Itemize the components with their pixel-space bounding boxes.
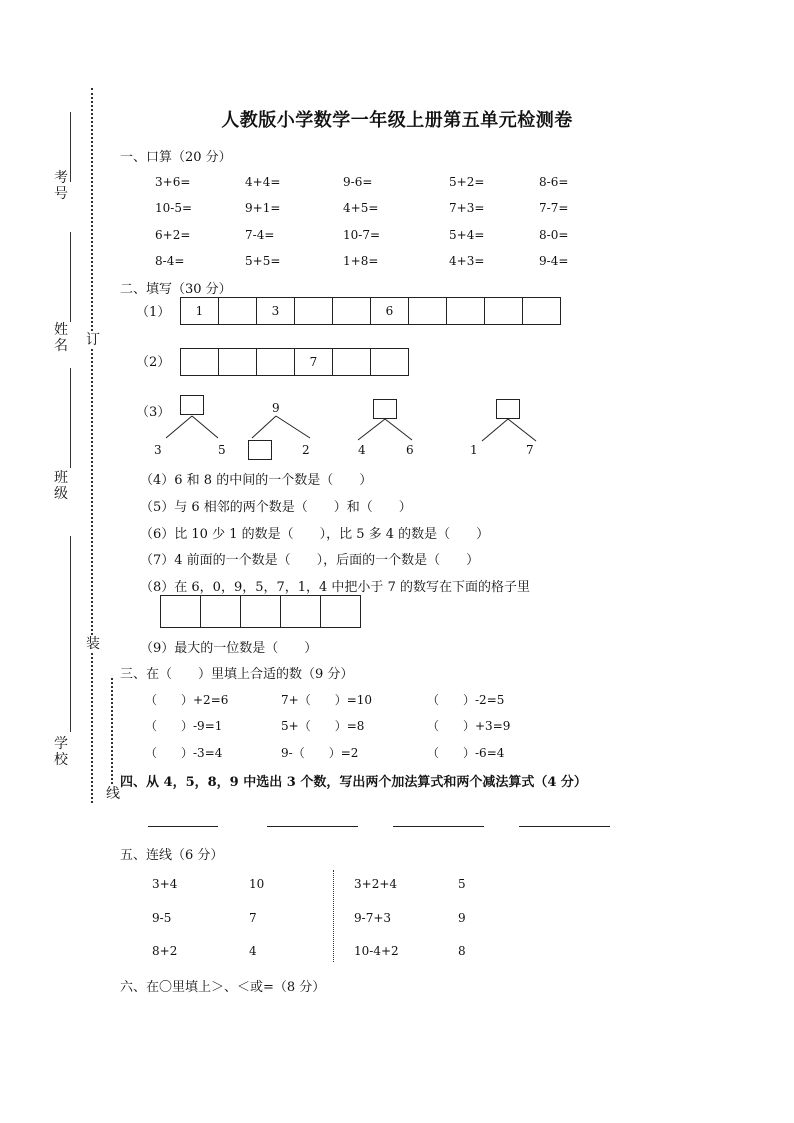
label-school: 学 校 [54,736,68,768]
cut-mark-xian: 线 [106,786,120,802]
matching-divider [333,870,334,962]
match-expression[interactable]: 9-7+3 [354,911,392,925]
tree4-right-branch [508,419,536,441]
tree3-top-box[interactable] [373,399,397,419]
section1-heading: 一、口算（20 分） [120,150,232,165]
tree3-left-branch [358,419,385,440]
answer-box[interactable] [281,595,321,628]
mental-math-item: 4+5= [343,201,379,215]
tree4-top-box[interactable] [496,399,520,419]
tree3-left-value: 4 [358,443,366,457]
mental-math-item: 7+3= [449,201,485,215]
answer-grid-q8 [160,595,361,628]
answer-box[interactable] [321,595,361,628]
answer-box[interactable] [241,595,281,628]
q4-text: （4）6 和 8 的中间的一个数是（ ） [140,473,373,488]
mental-math-item: 9-6= [343,175,373,189]
q3-label: （3） [136,405,171,420]
fill-in-item: 5+（ ）=8 [281,719,365,733]
fill-in-item: （ ）+2=6 [145,693,229,707]
match-expression[interactable]: 8+2 [152,944,178,958]
sequence-box[interactable]: 3 [257,297,295,325]
mental-math-item: 4+4= [245,175,281,189]
q7-text: （7）4 前面的一个数是（ ），后面的一个数是（ ） [140,553,480,568]
tree2-right-branch [276,416,310,438]
tree2-top-value: 9 [272,401,280,415]
label-name: 姓 名 [54,322,68,354]
mental-math-item: 9+1= [245,201,281,215]
mental-math-item: 8-0= [539,228,569,242]
q8-text: （8）在 6，0，9，5，7，1，4 中把小于 7 的数写在下面的格子里 [140,580,530,595]
match-expression[interactable]: 3+2+4 [354,877,398,891]
section6-heading: 六、在〇里填上＞、＜或=（8 分） [120,980,326,995]
match-answer[interactable]: 9 [458,911,466,925]
q9-text: （9）最大的一位数是（ ） [140,641,318,656]
fill-in-item: （ ）-3=4 [145,746,223,760]
mental-math-item: 1+8= [343,254,379,268]
fill-in-item: 9-（ ）=2 [281,746,359,760]
tree2-left-branch [252,416,276,438]
tree2-right-value: 2 [302,443,310,457]
sequence-box[interactable]: 1 [181,297,219,325]
match-expression[interactable]: 10-4+2 [354,944,399,958]
section5-heading: 五、连线（6 分） [120,848,224,863]
tree4-left-branch [482,419,508,441]
fill-in-item: （ ）+3=9 [427,719,511,733]
mental-math-item: 9-4= [539,254,569,268]
mental-math-item: 4+3= [449,254,485,268]
mental-math-item: 10-7= [343,228,381,242]
tree1-top-box[interactable] [180,395,204,415]
tree4-right-value: 7 [526,443,534,457]
page-title: 人教版小学数学一年级上册第五单元检测卷 [221,110,573,131]
tree1-right-branch [192,416,218,438]
cut-mark-ding: 订 [86,332,100,348]
fill-in-item: 7+（ ）=10 [281,693,373,707]
match-answer[interactable]: 4 [249,944,257,958]
answer-box[interactable] [161,595,201,628]
answer-line-4[interactable] [519,826,610,827]
q5-text: （5）与 6 相邻的两个数是（ ）和（ ） [140,500,412,515]
match-expression[interactable]: 9-5 [152,911,172,925]
match-answer[interactable]: 8 [458,944,466,958]
q6-text: （6）比 10 少 1 的数是（ ），比 5 多 4 的数是（ ） [140,527,490,542]
mental-math-item: 6+2= [155,228,191,242]
label-exam-number: 考 号 [54,170,68,202]
mental-math-item: 7-7= [539,201,569,215]
mental-math-item: 8-6= [539,175,569,189]
section2-heading: 二、填写（30 分） [120,282,232,297]
sequence-box[interactable]: 6 [371,297,409,325]
match-answer[interactable]: 10 [249,877,265,891]
fill-in-item: （ ）-9=1 [145,719,223,733]
q2-label: （2） [136,355,171,370]
section3-heading: 三、在（ ）里填上合适的数（9 分） [120,667,354,682]
tree3-right-branch [385,419,412,440]
q1-label: （1） [136,305,171,320]
section4-heading: 四、从 4，5，8，9 中选出 3 个数，写出两个加法算式和两个减法算式（4 分） [120,775,587,790]
mental-math-item: 10-5= [155,201,193,215]
answer-box[interactable] [201,595,241,628]
mental-math-item: 3+6= [155,175,191,189]
fill-in-item: （ ）-6=4 [427,746,505,760]
mental-math-item: 8-4= [155,254,185,268]
tree2-left-box[interactable] [248,440,272,460]
answer-line-2[interactable] [267,826,358,827]
cut-mark-zhuang: 装 [86,636,100,652]
label-class: 班 级 [54,470,68,502]
tree1-left-value: 3 [154,443,162,457]
tree3-right-value: 6 [406,443,414,457]
match-answer[interactable]: 5 [458,877,466,891]
match-answer[interactable]: 7 [249,911,257,925]
answer-line-1[interactable] [148,826,218,827]
sequence-box[interactable]: 7 [295,348,333,376]
tree1-right-value: 5 [218,443,226,457]
tree1-left-branch [166,416,192,438]
match-expression[interactable]: 3+4 [152,877,178,891]
mental-math-item: 7-4= [245,228,275,242]
mental-math-item: 5+4= [449,228,485,242]
answer-line-3[interactable] [393,826,484,827]
fill-in-item: （ ）-2=5 [427,693,505,707]
tree4-left-value: 1 [470,443,478,457]
mental-math-item: 5+2= [449,175,485,189]
mental-math-item: 5+5= [245,254,281,268]
